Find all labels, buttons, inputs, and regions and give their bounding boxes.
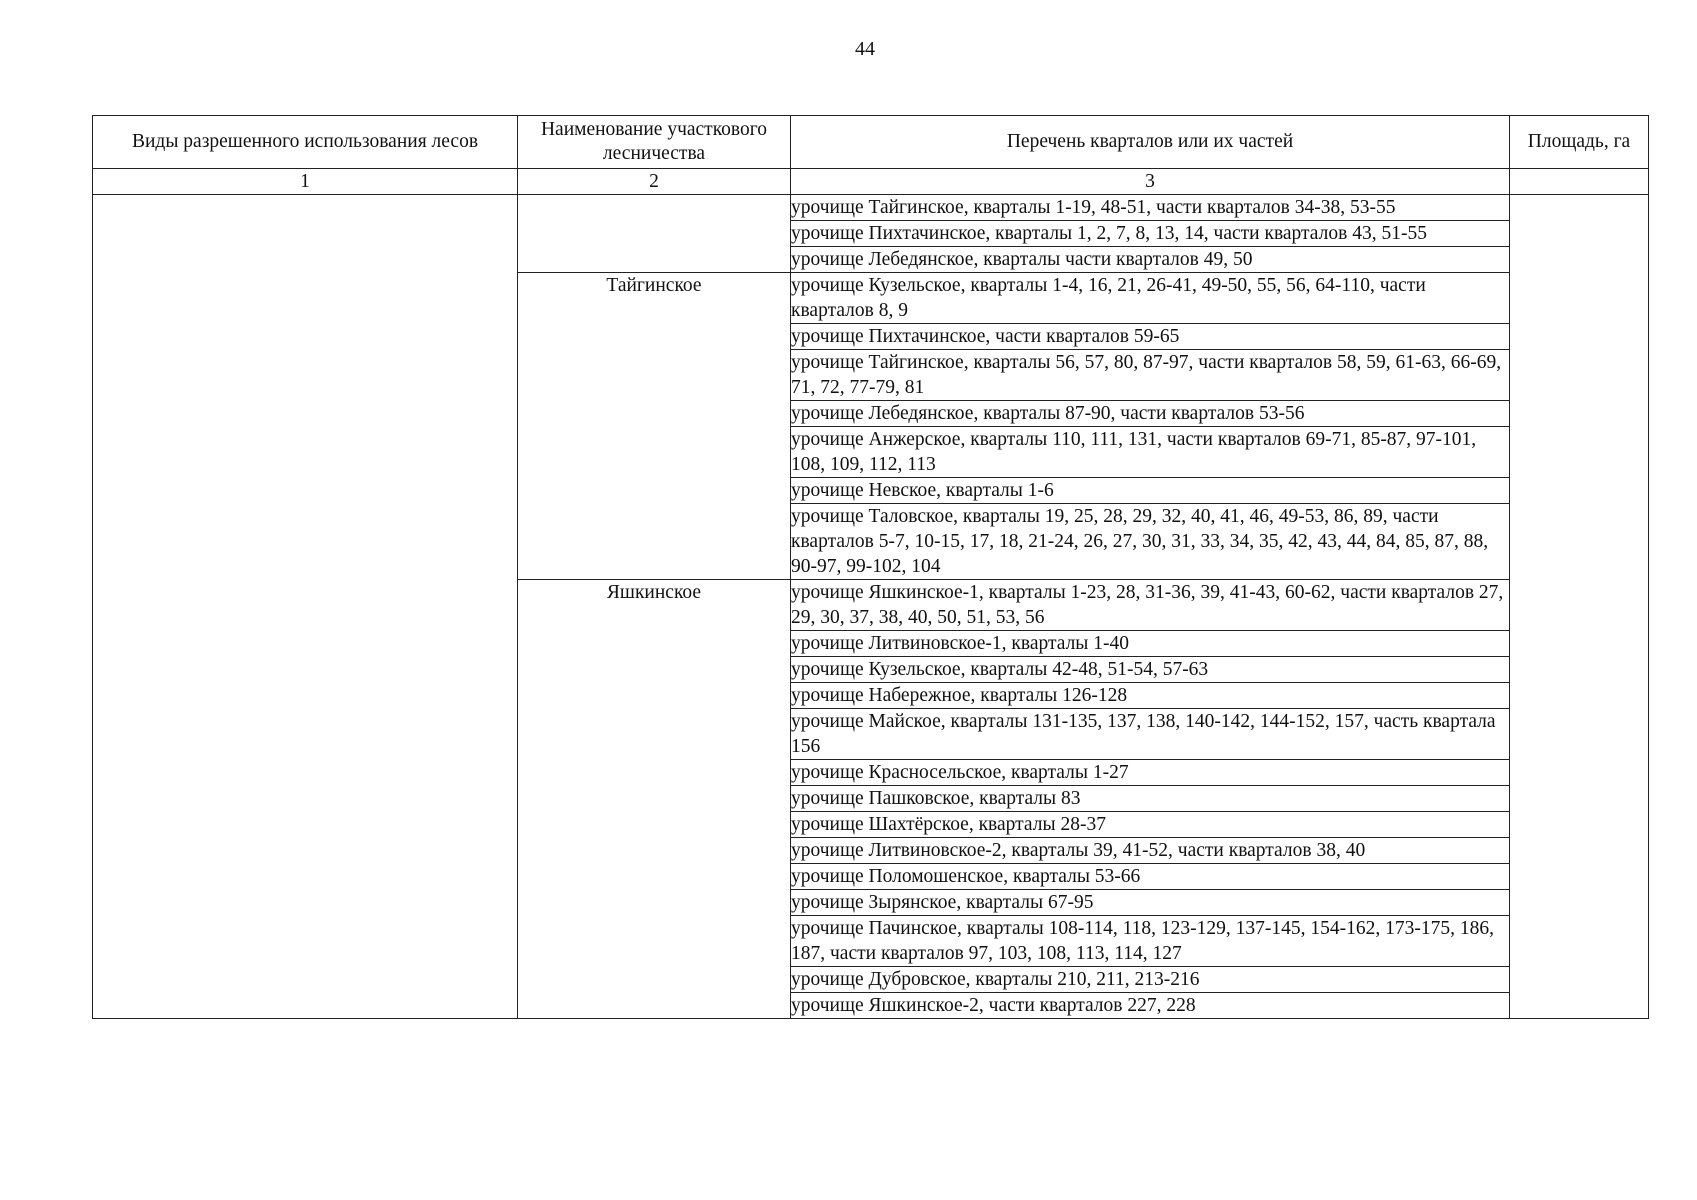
quarters-cell: урочище Кузельское, кварталы 1-4, 16, 21, 26-41, 49-50, 55, 56, 64-110, части кварталов 8, 9 (791, 273, 1510, 324)
quarters-cell: урочище Лебедянское, кварталы 87-90, части кварталов 53-56 (791, 401, 1510, 427)
quarters-cell: урочище Зырянское, кварталы 67-95 (791, 890, 1510, 916)
quarters-cell: урочище Майское, кварталы 131-135, 137, 138, 140-142, 144-152, 157, часть квартала 156 (791, 709, 1510, 760)
quarters-cell: урочище Пихтачинское, кварталы 1, 2, 7, 8, 13, 14, части кварталов 43, 51-55 (791, 221, 1510, 247)
quarters-cell: урочище Пихтачинское, части кварталов 59-65 (791, 324, 1510, 350)
header-forestry-name: Наименование участкового лесничества (518, 116, 791, 169)
quarters-cell: урочище Тайгинское, кварталы 1-19, 48-51, части кварталов 34-38, 53-55 (791, 195, 1510, 221)
table-body (93, 195, 1649, 1019)
quarters-cell: урочище Лебедянское, кварталы части кварталов 49, 50 (791, 247, 1510, 273)
page-number: 44 (855, 38, 875, 60)
quarters-cell: урочище Литвиновское-2, кварталы 39, 41-52, части кварталов 38, 40 (791, 838, 1510, 864)
quarters-cell: урочище Дубровское, кварталы 210, 211, 213-216 (791, 967, 1510, 993)
column-number-4-empty (1510, 169, 1649, 195)
column-number-2: 2 (518, 169, 791, 195)
quarters-cell: урочище Анжерское, кварталы 110, 111, 131, части кварталов 69-71, 85-87, 97-101, 108, 109, 112, 113 (791, 427, 1510, 478)
header-row (93, 116, 1649, 169)
quarters-cell: урочище Пачинское, кварталы 108-114, 118, 123-129, 137-145, 154-162, 173-175, 186, 187, части кварталов 97, 103, 108, 113, 114, 127 (791, 916, 1510, 967)
quarters-cell: урочище Яшкинское-1, кварталы 1-23, 28, 31-36, 39, 41-43, 60-62, части кварталов 27, 29, 30, 37, 38, 40, 50, 51, 53, 56 (791, 580, 1510, 631)
header-quarters-list: Перечень кварталов или их частей (791, 116, 1510, 169)
quarters-cell: урочище Тайгинское, кварталы 56, 57, 80, 87-97, части кварталов 58, 59, 61-63, 66-69, 71, 72, 77-79, 81 (791, 350, 1510, 401)
forestry-name-cell: Яшкинское (518, 580, 791, 1019)
quarters-cell: урочище Красносельское, кварталы 1-27 (791, 760, 1510, 786)
quarters-cell: урочище Кузельское, кварталы 42-48, 51-54, 57-63 (791, 657, 1510, 683)
quarters-cell: урочище Невское, кварталы 1-6 (791, 478, 1510, 504)
usage-type-cell (93, 195, 518, 1019)
quarters-cell: урочище Поломошенское, кварталы 53-66 (791, 864, 1510, 890)
header-area: Площадь, га (1510, 116, 1649, 169)
header-usage-types: Виды разрешенного использования лесов (93, 116, 518, 169)
table-row (93, 195, 1649, 221)
quarters-cell: урочище Таловское, кварталы 19, 25, 28, 29, 32, 40, 41, 46, 49-53, 86, 89, части кварталов 5-7, 10-15, 17, 18, 21-24, 26, 27, 30, 31, 33, 34, 35, 42, 43, 44, 84, 85, 87, 88, 90-97, 99-102, 104 (791, 504, 1510, 580)
forest-quarters-table (92, 115, 1649, 1019)
quarters-cell: урочище Литвиновское-1, кварталы 1-40 (791, 631, 1510, 657)
quarters-cell: урочище Пашковское, кварталы 83 (791, 786, 1510, 812)
area-cell (1510, 195, 1649, 1019)
forestry-name-cell (518, 195, 791, 273)
column-number-3: 3 (791, 169, 1510, 195)
column-number-1: 1 (93, 169, 518, 195)
quarters-cell: урочище Шахтёрское, кварталы 28-37 (791, 812, 1510, 838)
column-number-row (93, 169, 1649, 195)
quarters-cell: урочище Набережное, кварталы 126-128 (791, 683, 1510, 709)
quarters-cell: урочище Яшкинское-2, части кварталов 227, 228 (791, 993, 1510, 1019)
forestry-name-cell: Тайгинское (518, 273, 791, 580)
